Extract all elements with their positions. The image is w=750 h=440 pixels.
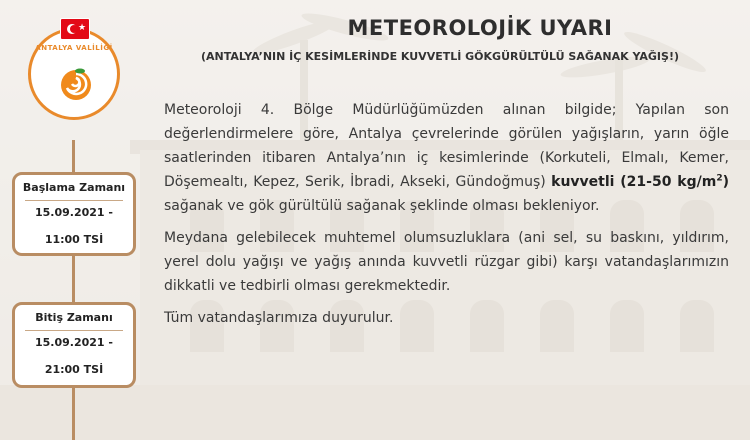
end-time-box — [12, 302, 136, 388]
page-subtitle: (ANTALYA’NIN İÇ KESİMLERİNDE KUVVETLİ GÖKGÜRÜLTÜLÜ SAĞANAK YAĞIŞ!) — [201, 50, 679, 63]
start-time-box — [12, 172, 136, 256]
end-time-label: Bitiş Zamanı — [35, 311, 113, 324]
divider — [25, 330, 123, 331]
warning-body — [164, 98, 729, 338]
turkish-flag-icon: ★ — [60, 18, 90, 40]
divider — [25, 200, 123, 201]
logo-text: ANTALYA VALİLİĞİ — [35, 44, 113, 52]
start-time: 11:00 TSİ — [44, 233, 104, 246]
paragraph-forecast: Meteoroloji 4. Bölge Müdürlüğümüzden alınan bilgide; Yapılan son değerlendirmelere göre, Antalya çevrelerinde görülen yağışların, yarın öğle saatlerinden itibaren Antalya’nın iç kesimlerinde (Korkuteli, Elmalı, Kemer, Döşemealtı, Kepez, Serik, İbradi, Akseki, Gündoğmuş) kuvvetli (21-50 $kg/m^2$) sağanak ve gök gürültülü sağanak şeklinde olması bekleniyor. — [164, 102, 729, 214]
connector-line — [72, 388, 75, 440]
end-date: 15.09.2021 - — [35, 336, 113, 349]
end-time: 21:00 TSİ — [44, 363, 104, 376]
start-date: 15.09.2021 - — [35, 206, 113, 219]
intensity-highlight: kuvvetli (21-50 $kg/m^2$) — [551, 173, 729, 190]
antalya-valiligi-logo — [28, 18, 126, 116]
start-time-label: Başlama Zamanı — [22, 181, 126, 194]
page-title: METEOROLOJİK UYARI — [347, 16, 613, 40]
connector-line — [72, 140, 75, 172]
orange-swirl-icon — [58, 66, 94, 102]
paragraph-announcement: Tüm vatandaşlarımıza duyurulur. — [164, 310, 394, 326]
paragraph-precautions: Meydana gelebilecek muhtemel olumsuzluklara (ani sel, su baskını, yıldırım, yerel dolu yağışı ve yağış anında kuvvetli rüzgar gibi) karşı vatandaşlarımızın dikkatli ve tedbirli olması gerekmektedir. — [164, 230, 729, 294]
connector-line — [72, 256, 75, 302]
